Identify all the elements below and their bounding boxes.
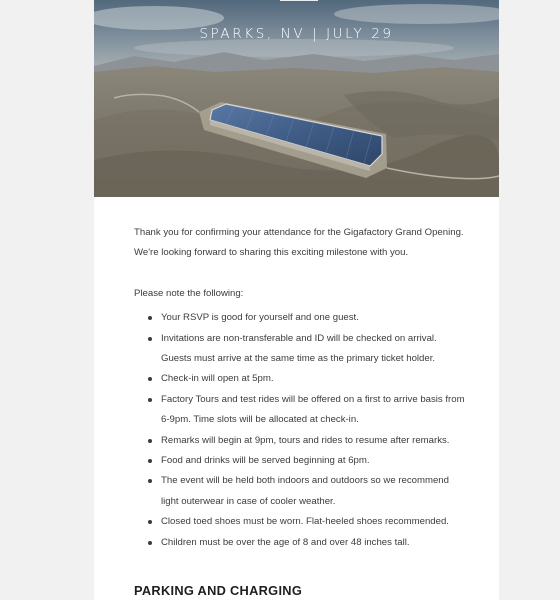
notes-lead: Please note the following: bbox=[134, 287, 244, 299]
list-item-text: Remarks will begin at 9pm, tours and rides to resume after remarks. bbox=[161, 434, 450, 446]
list-item bbox=[148, 512, 469, 532]
intro-paragraph: Thank you for confirming your attendance for the Gigafactory Grand Opening. We're looking forward to sharing this exciting milestone with you. bbox=[134, 227, 464, 259]
list-item-text: Your RSVP is good for yourself and one guest. bbox=[161, 312, 359, 324]
hero-title: SPARKS, NV | JULY 29 bbox=[199, 26, 394, 42]
hero-banner bbox=[94, 0, 499, 197]
list-item bbox=[148, 471, 469, 512]
bullet-icon bbox=[148, 541, 152, 545]
hero-top-rule bbox=[280, 0, 318, 1]
parking-section-title: PARKING AND CHARGING bbox=[134, 583, 303, 598]
email-body bbox=[94, 197, 499, 553]
list-item-text: Check-in will open at 5pm. bbox=[161, 373, 274, 385]
list-item bbox=[148, 451, 469, 471]
email-card bbox=[94, 0, 499, 600]
list-item-text: Invitations are non-transferable and ID will be checked on arrival. Guests must arrive at the same time as the primary ticket holder. bbox=[161, 332, 437, 365]
list-item bbox=[148, 308, 469, 328]
list-item bbox=[148, 431, 469, 451]
bullet-icon bbox=[148, 459, 152, 463]
list-item-text: Children must be over the age of 8 and over 48 inches tall. bbox=[161, 536, 410, 548]
bullet-icon bbox=[148, 377, 152, 381]
bullet-icon bbox=[148, 316, 152, 320]
list-item bbox=[148, 329, 469, 370]
list-item-text: Closed toed shoes must be worn. Flat-heeled shoes recommended. bbox=[161, 516, 449, 528]
list-item bbox=[148, 533, 469, 553]
list-item-text: Food and drinks will be served beginning at 6pm. bbox=[161, 455, 370, 467]
list-item bbox=[148, 369, 469, 389]
bullet-icon bbox=[148, 479, 152, 483]
bullet-icon bbox=[148, 398, 152, 402]
bullet-icon bbox=[148, 439, 152, 443]
notes-list bbox=[134, 308, 469, 553]
bullet-icon bbox=[148, 337, 152, 341]
list-item-text: Factory Tours and test rides will be offered on a first to arrive basis from 6-9pm. Time slots will be allocated at check-in. bbox=[161, 393, 465, 426]
list-item bbox=[148, 390, 469, 431]
bullet-icon bbox=[148, 520, 152, 524]
list-item-text: The event will be held both indoors and outdoors so we recommend light outerwear in case of cooler weather. bbox=[161, 475, 449, 507]
